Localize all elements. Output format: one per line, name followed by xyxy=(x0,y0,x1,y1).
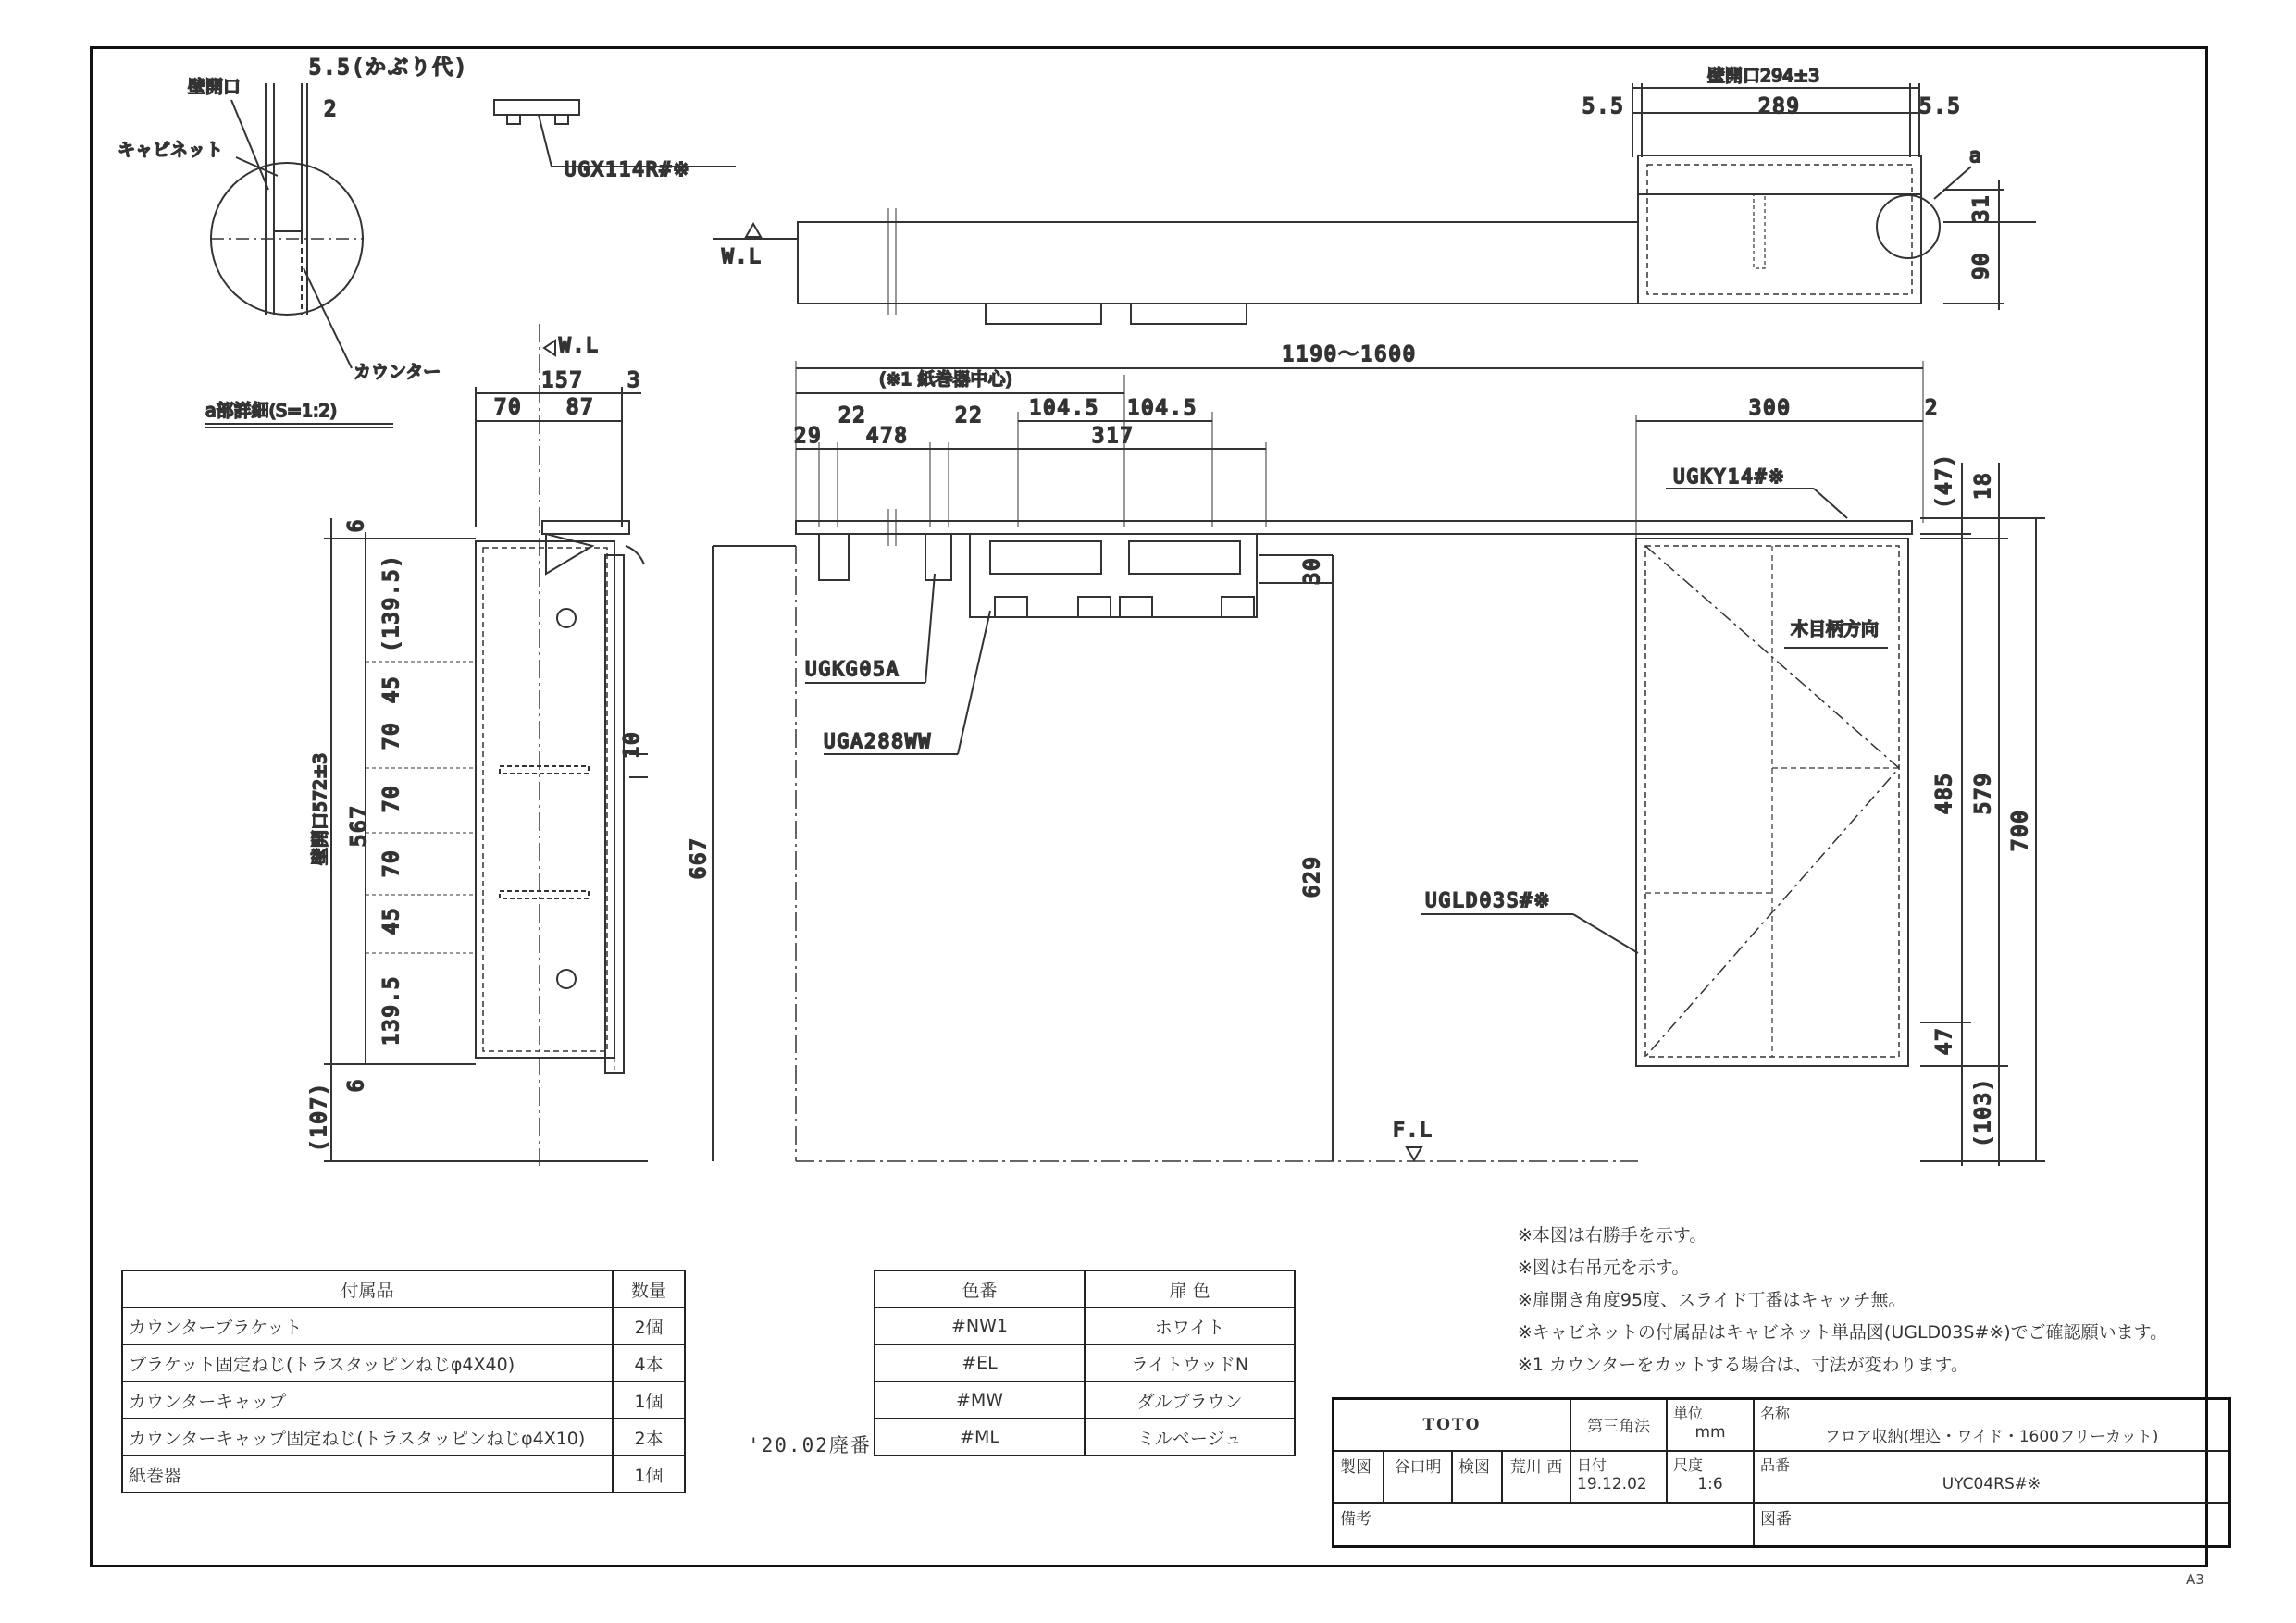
color-name: ミルベージュ xyxy=(1085,1419,1295,1456)
svg-text:UGX114R#※: UGX114R#※ xyxy=(565,158,691,180)
remarks-label: 備考 xyxy=(1334,1503,1755,1547)
color-table xyxy=(874,1270,1296,1456)
checked-by: 荒川 西 xyxy=(1502,1451,1570,1503)
svg-text:18: 18 xyxy=(1972,471,1995,500)
svg-text:300: 300 xyxy=(1749,397,1792,420)
table-row xyxy=(875,1381,1295,1419)
accessory-name: カウンターキャップ xyxy=(122,1381,613,1419)
svg-text:289: 289 xyxy=(1758,95,1801,118)
svg-text:壁開口294±3: 壁開口294±3 xyxy=(1707,66,1820,86)
note-line: ※キャビネットの付属品はキャビネット単品図(UGLD03S#※)でご確認願います。 xyxy=(1518,1322,2168,1343)
table-row xyxy=(875,1419,1295,1456)
note-line: ※1 カウンターをカットする場合は、寸法が変わります。 xyxy=(1518,1355,1969,1375)
front-view xyxy=(688,343,2045,1166)
date-value: 19.12.02 xyxy=(1577,1474,1647,1493)
svg-text:629: 629 xyxy=(1301,855,1324,898)
part-label: 品番 xyxy=(1760,1456,1791,1474)
svg-text:(※1 紙巻器中心): (※1 紙巻器中心) xyxy=(879,369,1012,390)
accessory-name: ブラケット固定ねじ(トラスタッピンねじφ4X40) xyxy=(122,1344,613,1381)
accessory-qty: 1個 xyxy=(613,1381,685,1419)
table-row xyxy=(122,1381,685,1419)
color-header-name: 扉 色 xyxy=(1085,1270,1295,1307)
accessory-name: 紙巻器 xyxy=(122,1456,613,1493)
color-code: #NW1 xyxy=(875,1307,1085,1344)
color-code: #ML xyxy=(875,1419,1085,1456)
svg-text:29: 29 xyxy=(794,425,823,448)
svg-text:F.L: F.L xyxy=(1393,1119,1433,1141)
svg-text:a: a xyxy=(1969,144,1983,167)
product-name: フロア収納(埋込・ワイド・1600フリーカット) xyxy=(1824,1428,2159,1446)
name-cell xyxy=(1754,1399,2230,1451)
svg-text:104.5: 104.5 xyxy=(1029,397,1100,420)
svg-text:UGKG05A: UGKG05A xyxy=(805,658,900,680)
svg-text:70: 70 xyxy=(494,396,523,419)
svg-text:22: 22 xyxy=(955,404,984,427)
svg-text:70: 70 xyxy=(380,784,403,812)
svg-text:3: 3 xyxy=(627,369,642,392)
svg-text:UGLD03S#※: UGLD03S#※ xyxy=(1425,889,1552,911)
svg-text:壁開口: 壁開口 xyxy=(188,77,242,97)
svg-text:W.L: W.L xyxy=(722,245,763,267)
date-cell xyxy=(1570,1451,1667,1503)
counter-cap xyxy=(494,100,736,180)
svg-text:87: 87 xyxy=(566,396,595,419)
svg-text:W.L: W.L xyxy=(559,334,600,356)
svg-text:1190〜1600: 1190〜1600 xyxy=(1282,343,1417,366)
svg-text:22: 22 xyxy=(838,404,867,427)
note-line: ※図は右吊元を示す。 xyxy=(1518,1258,1690,1278)
unit-cell xyxy=(1667,1399,1754,1451)
unit-label: 単位 xyxy=(1673,1405,1704,1422)
unit-value: mm xyxy=(1694,1423,1726,1442)
scale-value: 1:6 xyxy=(1697,1474,1723,1493)
svg-text:(107): (107) xyxy=(308,1081,331,1152)
note-line: ※扉開き角度95度、スライド丁番はキャッチ無。 xyxy=(1518,1290,1906,1310)
svg-text:317: 317 xyxy=(1092,425,1135,448)
color-name: ホワイト xyxy=(1085,1307,1295,1344)
table-row xyxy=(875,1307,1295,1344)
svg-text:5.5: 5.5 xyxy=(1919,95,1962,118)
svg-text:壁開口572±3: 壁開口572±3 xyxy=(310,752,330,865)
sheet-size: A3 xyxy=(2186,1571,2204,1588)
svg-text:(103): (103) xyxy=(1972,1076,1995,1147)
drawn-label: 製図 xyxy=(1334,1451,1384,1503)
svg-text:2: 2 xyxy=(324,98,339,121)
svg-text:木目柄方向: 木目柄方向 xyxy=(1791,619,1880,639)
svg-text:667: 667 xyxy=(688,836,711,879)
svg-text:キャビネット: キャビネット xyxy=(118,140,224,160)
accessory-qty: 2個 xyxy=(613,1307,685,1344)
svg-text:90: 90 xyxy=(1970,251,1993,279)
svg-text:70: 70 xyxy=(380,721,403,750)
svg-text:(139.5): (139.5) xyxy=(380,553,403,652)
side-view xyxy=(308,324,648,1166)
table-row xyxy=(122,1456,685,1493)
revision-note: '20.02廃番 xyxy=(748,1434,872,1456)
part-cell xyxy=(1754,1451,2230,1503)
svg-text:a部詳細(S=1:2): a部詳細(S=1:2) xyxy=(205,401,338,421)
svg-text:6: 6 xyxy=(345,1077,368,1092)
svg-text:700: 700 xyxy=(2009,809,2032,851)
date-label: 日付 xyxy=(1577,1456,1607,1474)
checked-label: 検図 xyxy=(1452,1451,1502,1503)
color-code: #MW xyxy=(875,1381,1085,1419)
svg-text:6: 6 xyxy=(345,517,368,532)
brand-logo: TOTO xyxy=(1334,1399,1571,1451)
drawing-no-label: 図番 xyxy=(1754,1503,2230,1547)
svg-text:139.5: 139.5 xyxy=(380,974,403,1046)
color-header-code: 色番 xyxy=(875,1270,1085,1307)
svg-text:47: 47 xyxy=(1933,1026,1956,1055)
svg-text:567: 567 xyxy=(348,804,371,847)
scale-cell xyxy=(1667,1451,1754,1503)
table-row xyxy=(122,1307,685,1344)
svg-text:45: 45 xyxy=(380,675,403,703)
accessory-name: カウンターキャップ固定ねじ(トラスタッピンねじφ4X10) xyxy=(122,1419,613,1456)
scale-label: 尺度 xyxy=(1673,1456,1704,1474)
svg-text:UGA288WW: UGA288WW xyxy=(824,730,933,752)
color-name: ダルブラウン xyxy=(1085,1381,1295,1419)
plan-view xyxy=(713,66,2036,324)
accessory-qty: 4本 xyxy=(613,1344,685,1381)
accessories-header-name: 付属品 xyxy=(122,1270,613,1307)
accessory-qty: 1個 xyxy=(613,1456,685,1493)
svg-text:(47): (47) xyxy=(1933,452,1956,509)
svg-text:UGKY14#※: UGKY14#※ xyxy=(1673,465,1787,488)
name-label: 名称 xyxy=(1760,1405,1791,1422)
color-code: #EL xyxy=(875,1344,1085,1381)
table-row xyxy=(875,1344,1295,1381)
svg-text:カウンター: カウンター xyxy=(354,362,441,382)
svg-text:579: 579 xyxy=(1972,772,1995,814)
svg-text:104.5: 104.5 xyxy=(1127,397,1198,420)
table-row xyxy=(122,1344,685,1381)
accessory-name: カウンターブラケット xyxy=(122,1307,613,1344)
svg-text:2: 2 xyxy=(1925,397,1940,420)
svg-text:10: 10 xyxy=(621,730,644,759)
title-block xyxy=(1332,1397,2231,1548)
svg-text:478: 478 xyxy=(866,425,909,448)
svg-text:31: 31 xyxy=(1970,193,1993,222)
accessories-table xyxy=(121,1270,686,1493)
table-row xyxy=(122,1419,685,1456)
accessory-qty: 2本 xyxy=(613,1419,685,1456)
accessories-header-qty: 数量 xyxy=(613,1270,685,1307)
detail-a xyxy=(118,56,468,427)
part-number: UYC04RS#※ xyxy=(1942,1474,2042,1493)
note-line: ※本図は右勝手を示す。 xyxy=(1518,1225,1707,1245)
svg-text:70: 70 xyxy=(380,849,403,877)
svg-text:157: 157 xyxy=(541,369,584,392)
projection: 第三角法 xyxy=(1570,1399,1667,1451)
drawn-by: 谷口明 xyxy=(1384,1451,1452,1503)
color-name: ライトウッドN xyxy=(1085,1344,1295,1381)
svg-text:5.5(かぶり代): 5.5(かぶり代) xyxy=(309,56,469,80)
svg-text:30: 30 xyxy=(1301,556,1324,585)
notes xyxy=(1518,1220,2167,1381)
svg-text:485: 485 xyxy=(1933,772,1956,814)
svg-text:45: 45 xyxy=(380,906,403,935)
svg-text:5.5: 5.5 xyxy=(1582,95,1625,118)
